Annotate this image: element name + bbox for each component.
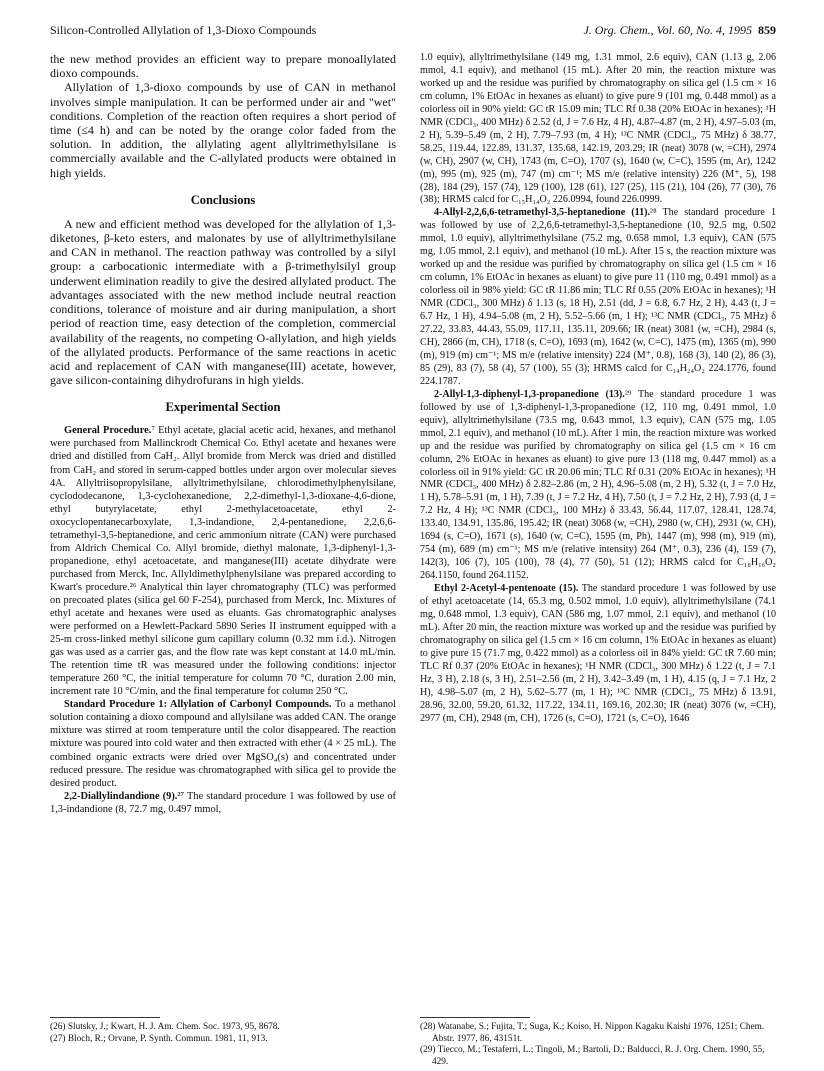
compound-15-text: The standard procedure 1 was followed by use of ethyl acetoacetate (14, 65.3 mg, 0.502 mmol, 1.0 equiv), allyltrimethylsilane (74.1 mg, 0.648 mmol, 1.3 equiv), CAN (586 mg, 1.07 mmol, 2.1 equiv), and methanol (10 mL). After 20 min, the reaction mixture was worked up and the residue was purified by chromatography on silica gel (1.5 cm × 16 cm column, 1% EtOAc in hexanes as eluant) to give pure 15 (71.7 mg, 0.422 mmol) as a colorless oil in 84% yield: GC tR 7.60 min; TLC Rf 0.37 (20% EtOAc in hexanes); ¹H NMR (CDCl₃, 300 MHz) δ 1.22 (t, J = 7.1 Hz, 3 H), 2.18 (s, 3 H), 2.51–2.56 (m, 2 H), 3.42–3.49 (m, 1 H), 4.15 (q, J = 7.1 Hz, 2 H), 4.98–5.07 (m, 2 H), 5.62–5.77 (m, 1 H); ¹³C NMR (CDCl₃, 75 MHz) δ 13.91, 28.96, 32.00, 59.20, 61.32, 117.22, 134.11, 169.16, 202.30; IR (neat) 3076 (w, =CH), 2977 (m, CH), 2948 (m, CH), 1726 (s, C=O), 1721 (s, C=O), 1646	[420, 583, 776, 724]
paragraph-continued: the new method provides an efficient way to prepare monoallylated dioxo compounds.	[50, 52, 396, 81]
footnote-27: (27) Bloch, R.; Orvane, P. Synth. Commun. 1981, 11, 913.	[50, 1033, 268, 1044]
running-title: Silicon-Controlled Allylation of 1,3-Dioxo Compounds	[50, 23, 317, 37]
footnotes-right	[420, 1022, 776, 1068]
compound-9-continued: 1.0 equiv), allyltrimethylsilane (149 mg, 1.31 mmol, 2.6 equiv), CAN (1.13 g, 2.06 mmol, 4.1 equiv), and methanol (15 mL). After 20 min, the reaction mixture was worked up and the residue was purified by chromatography on silica gel (1.5 cm × 16 cm column, 1% EtOAc in hexanes as eluant) to give pure 9 (101 mg, 0.448 mmol) as a colorless oil in 90% yield: GC tR 15.09 min; TLC Rf 0.38 (20% EtOAc in hexanes); ¹H NMR (CDCl₃, 400 MHz) δ 2.52 (d, J = 7.6 Hz, 4 H), 4.87–4.87 (m, 2 H), 4.97–5.03 (m, 2 H), 5.39–5.49 (m, 2 H), 7.79–7.93 (m, 4 H); ¹³C NMR (CDCl₃, 75 MHz) δ 38.77, 58.25, 119.44, 122.89, 131.37, 135.68, 142.19, 203.29; IR (neat) 3078 (w, =CH), 2974 (w, CH), 2907 (w, CH), 1743 (m, C=O), 1707 (s), 1640 (w, C=C), 1595 (m, Ar), 1242 (m), 995 (m), 925 (m), 747 (m) cm⁻¹; MS m/e (relative intensity) 226 (M⁺, 5), 198 (28), 184 (29), 157 (74), 129 (100), 128 (61), 127 (25), 115 (21), 104 (26), 77 (30), 76 (38); HRMS calcd for C₁₅H₁₄O₂ 226.0994, found 226.0999.	[420, 52, 776, 206]
footnote-26: (26) Slutsky, J.; Kwart, H. J. Am. Chem. Soc. 1973, 95, 8678.	[50, 1022, 280, 1032]
compound-11-text: ²⁸ The standard procedure 1 was followed by use of 2,2,6,6-tetramethyl-3,5-heptanedione (10, 92.5 mg, 0.502 mmol, 1.0 equiv), allyltrimethylsilane (75.2 mg, 0.658 mmol, 1.3 equiv), CAN (575 mg, 1.05 mmol, 2.1 equiv), and methanol (10 mL). After 15 s, the reaction mixture was worked up and the residue was purified by chromatography on silica gel (1.5 cm × 16 cm column, 1% EtOAc in hexanes as eluant) to give pure 11 (110 mg, 0.491 mmol) as a colorless oil in 98% yield: GC tR 11.86 min; TLC Rf 0.55 (20% EtOAc in hexanes); ¹H NMR (CDCl₃, 300 MHz) δ 1.13 (s, 18 H), 2.51 (dd, J = 6.8, 6.7 Hz, 2 H), 4.43 (t, J = 6.7 Hz, 1 H), 4.94–5.08 (m, 2 H), 5.52–5.66 (m, 1 H); ¹³C NMR (CDCl₃, 75 MHz) δ 27.22, 33.83, 44.43, 55.09, 117.11, 135.11, 209.66; IR (neat) 3081 (w, =CH), 2984 (s, CH), 2866 (m, CH), 1718 (s, C=O), 1693 (m), 1642 (w, C=C), 1475 (m), 1365 (m), 990 (m), 919 (m) cm⁻¹; MS m/e (relative intensity) 224 (M⁺, 0.8), 168 (3), 140 (2), 86 (3), 85 (29), 83 (7), 58 (4), 57 (100), 55 (3); HRMS calcd for C₁₄H₂₄O₂ 224.1776, found 224.1787.	[420, 207, 776, 387]
conclusions-heading: Conclusions	[190, 192, 256, 207]
running-header	[50, 22, 776, 40]
compound-15-paragraph	[420, 583, 776, 725]
footnotes-left	[50, 1022, 396, 1045]
compound-13-text: ²⁹ The standard procedure 1 was followed by use of 1,3-diphenyl-1,3-propanedione (12, 110 mg, 0.491 mmol, 1.0 equiv), allyltrimethylsilane (73.5 mg, 0.643 mmol, 1.3 equiv), CAN (575 mg, 1.05 mmol, 2.1 equiv), and methanol (10 mL). After 1 min, the reaction mixture was worked up and the residue was purified by chromatography on silica gel (1.5 cm × 16 cm column, 2% EtOAc in hexanes as eluant) to give pure 13 (118 mg, 0.447 mmol) as a colorless oil in 91% yield: GC tR 20.06 min; TLC Rf 0.31 (20% EtOAc in hexanes); ¹H NMR (CDCl₃, 400 MHz) δ 2.82–2.86 (m, 2 H), 4.96–5.08 (m, 2 H), 5.32 (t, J = 7.0 Hz, 1 H), 5.78–5.91 (m, 1 H), 7.39 (t, J = 7.2 Hz, 4 H), 7.50 (t, J = 7.2 Hz, 2 H), 7.93 (d, J = 7.2 Hz, 4 H); ¹³C NMR (CDCl₃, 100 MHz) δ 33.43, 56.44, 117.07, 128.41, 128.74, 133.40, 134.91, 135.86, 195.42; IR (neat) 3068 (w, =CH), 2980 (w, CH), 2931 (w, CH), 1694 (s, C=O), 1671 (s), 1640 (w, C=C), 1595 (m, Ph), 1447 (m), 998 (m), 919 (m), 754 (m), 689 (m) cm⁻¹; MS m/e (relative intensity) 264 (M⁺, 0.3), 236 (4), 159 (7), 142(3), 106 (7), 105 (100), 78 (4), 77 (50), 51 (12); HRMS calcd for C₁₈H₁₆O₂ 264.1150, found 264.1152.	[420, 388, 776, 582]
standard-procedure-text: To a methanol solution containing a dioxo compound and allylsilane was added CAN. The orange mixture was stirred at room temperature until the color disappeared. The reaction mixture was poured into cold water and then extracted with ether (4 × 25 mL). The combined organic extracts were dried over MgSO₄(s) and concentrated under reduced pressure. The residue was chromatographed with silica gel to provide the desired product.	[50, 699, 396, 789]
journal-citation	[583, 22, 776, 38]
compound-9-title: 2,2-Diallylindandione (9).	[64, 790, 178, 802]
compound-13-title: 2-Allyl-1,3-diphenyl-1,3-propanedione (13).	[434, 388, 625, 400]
compound-11-paragraph	[420, 207, 776, 388]
paragraph-manipulation: Allylation of 1,3-dioxo compounds by use of CAN in methanol involves simple manipulation. It can be performed under air and "wet" conditions. Completion of the reaction often requires a short period of time (≤4 h) and can be noted by the orange color faded from the solution. In addition, the allylating agent allyltrimethylsilane is commercially available and the C-allylated products were obtained in high yields.	[50, 80, 396, 180]
right-column	[420, 52, 776, 1012]
left-column	[50, 52, 396, 1012]
footnote-28: (28) Watanabe, S.; Fujita, T.; Suga, K.; Koiso, H. Nippon Kagaku Kaishi 1976, 1251; Chem. Abstr. 1977, 86, 43151t.	[420, 1022, 765, 1044]
compound-9-text: ²⁷ The standard procedure 1 was followed by use of 1,3-indandione (8, 72.7 mg, 0.497 mmol,	[50, 790, 396, 815]
footnote-29: (29) Tiecco, M.; Testaferri, L.; Tingoli, M.; Bartoli, D.; Balducci, R. J. Org. Chem. 1990, 55, 429.	[420, 1045, 765, 1067]
standard-procedure-title: Standard Procedure 1: Allylation of Carbonyl Compounds.	[64, 699, 332, 711]
standard-procedure	[50, 698, 396, 789]
compound-15-title: Ethyl 2-Acetyl-4-pentenoate (15).	[434, 583, 579, 595]
general-procedure-title: General Procedure.	[64, 425, 152, 437]
general-procedure-text: ⁷ Ethyl acetate, glacial acetic acid, hexanes, and methanol were purchased from Mallinckrodt Chemical Co. Ethyl acetate and hexanes were dried and distilled from CaH₂. Allyl bromide from Merck was dried and distilled from CaH₂ and stored in serum-capped bottles under argon over molecular sieves 4A. Allyltriisopropylsilane, allyltrimethylsilane, chlorodimethylphenylsilane, cyclododecanone, 1,3-cyclohexanedione, 2,2-dimethyl-1,3-dioxane-4,6-dione, ethyl butyrylacetate, ethyl 2-methylacetoacetate, ethyl 2-oxocyclopentanecarboxylate, 1,3-indandione, 2,4-pentanedione, 2,2,6,6-tetramethyl-3,5-heptanedione, and ceric ammonium nitrate (CAN) were purchased from Aldrich Chemical Co. Allyl bromide, diethyl malonate, 1,3-diphenyl-1,3-propanedione, ethyl acetoacetate, and manganese(III) acetate dihydrate were purchased from Merck, Inc. Allyldimethylphenylsilane was prepared according to Kwart's procedure.²⁶ Analytical thin layer chromatography (TLC) was performed on precoated plates (silica gel 60 F-254), purchased from Merck, Inc. Mixtures of ethyl acetate and hexanes were used as eluants. Gas chromatographic analyses were performed on a Hewlett-Packard 5890 Series II instrument equipped with a 25-m cross-linked methyl silicone gum capillary column (0.32 mm i.d.). Nitrogen gas was used as a carrier gas, and the flow rate was kept constant at 14.0 mL/min. The retention time tR was measured under the following conditions: injector temperature 260 °C, the initial temperature for column 70 °C, duration 2.00 min, increment rate 10 °C/min, and the final temperature for column 250 °C.	[50, 425, 396, 698]
journal-name: J. Org. Chem., Vol. 60, No. 4, 1995	[583, 23, 752, 37]
footnote-rule-left	[50, 1017, 160, 1018]
compound-11-title: 4-Allyl-2,2,6,6-tetramethyl-3,5-heptanedione (11).	[434, 207, 651, 219]
compound-9-paragraph	[50, 790, 396, 816]
general-procedure	[50, 424, 396, 698]
compound-13-paragraph	[420, 389, 776, 583]
page-number: 859	[758, 23, 776, 37]
conclusions-text: A new and efficient method was developed for the allylation of 1,3-diketones, β-keto esters, and malonates by use of allyltrimethylsilane and CAN in methanol. The reaction pathway was controlled by a silyl group: a carbocationic intermediate with a β-trimethylsilyl group underwent elimination readily to give the desired allylated product. The advantages associated with the new method include neutral reaction conditions, tolerance of moisture and air during manipulation, a short period of reaction time, easy detection of the completion, commercial availability of the reagents, no competing O-allylation, and high yields of the allylated products. Performance of the same reactions in acetic acid and replacement of CAN with manganese(III) acetate, however, gave silicon-containing dihydrofurans in high yields.	[50, 216, 396, 388]
experimental-heading: Experimental Section	[165, 400, 281, 415]
footnote-rule-right	[420, 1017, 530, 1018]
